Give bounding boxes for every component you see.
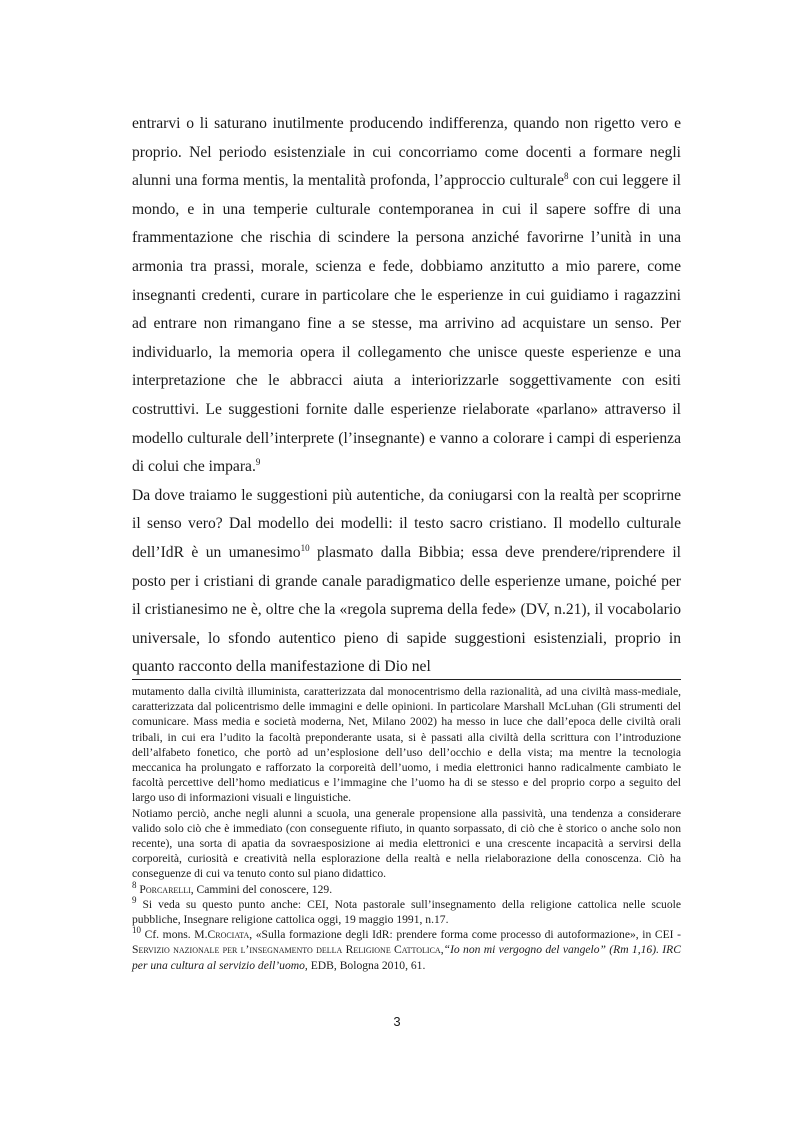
footnote-number: 10 xyxy=(132,925,141,936)
footnote-number: 8 xyxy=(132,879,137,890)
footnote-9: $^9$ Si veda su questo punto anche: CEI, Nota pastorale sull’insegnamento della religione cattolica nelle scuole pubbliche, Insegnare religione cattolica oggi, 19 maggio 1991, n.17. xyxy=(132,894,681,927)
footnote-8: $^8$ Porcarelli, Cammini del conoscere, 129. xyxy=(132,879,333,896)
paragraph: entrarvi o li saturano inutilmente producendo indifferenza, quando non rigetto vero e proprio. Nel periodo esistenziale in cui concorriamo come docenti a formare negli alunni una forma mentis, la mentalità profonda, l’approccio culturale$^8$ con cui leggere il mondo, e in una temperie culturale contemporanea in cui il sapere soffre di una frammentazione che rischia di scindere la persona anziché favorirne l’unità in una armonia tra prassi, morale, scienza e fede, dobbiamo anzitutto a mio parere, come insegnanti credenti, curare in particolare che le esperienze in cui guidiamo i ragazzini ad entrare non rimangano fine a se stesse, ma arrivino ad acquistare un senso. Per individuarlo, la memoria opera il collegamento che unisce queste esperienze e una interpretazione che le abbracci aiuta a interiorizzarle soggettivamente con esiti costruttivi. Le suggestioni fornite dalle esperienze rielaborate «parlano» attraverso il modello culturale dell’interprete (l’insegnante) e vanno a colorare i campi di esperienza di colui che impara.$^9$ xyxy=(132,115,681,476)
footnote-continuation: mutamento dalla civiltà illuminista, caratterizzata dal monocentrismo della razionalità, ad una civiltà mass-mediale, caratterizzata dal policentrismo delle immagini e delle opinioni. In particolare Marshall McLuhan (Gli strumenti del comunicare. Mass media e società moderna, Net, Milano 2002) ha messo in luce che dall’epoca delle civiltà orali tribali, in cui era l’udito la facoltà preponderante usata, si è passati alla civiltà della scrittura con l’introduzione dell’alfabeto fonetico, che portò ad un’esplosione dell’uso dell’occhio e della vista; ma mentre la tecnologia meccanica ha prolungato e rafforzato la corporeità dell’uomo, i media elettronici hanno radicalmente cambiato le facoltà percettive dell’homo mediaticus e l’immagine che l’uomo ha di se stesso e del proprio corpo a seguito del largo uso di informazioni visuali e linguistiche. xyxy=(132,685,681,805)
main-text xyxy=(132,110,681,682)
page-number: 3 xyxy=(393,1014,401,1029)
paragraph: Da dove traiamo le suggestioni più autentiche, da coniugarsi con la realtà per scoprirne il senso vero? Dal modello dei modelli: il testo sacro cristiano. Il modello culturale dell’IdR è un umanesimo$^{10}$ plasmato dalla Bibbia; essa deve prendere/riprendere il posto per i cristiani di grande canale paradigmatico delle esperienze umane, poiché per il cristianesimo ne è, oltre che la «regola suprema della fede» (DV, n.21), il vocabolario universale, lo sfondo autentico pieno di sapide suggestioni esistenziali, proprio in quanto racconto della manifestazione di Dio nel xyxy=(132,486,681,676)
footnote-continuation: Notiamo perciò, anche negli alunni a scuola, una generale propensione alla passività, una tendenza a considerare valido solo ciò che è immediato (con conseguente rifiuto, in quanto sorpassato, di ciò che è storico o anche solo non recente), una sorta di apatia da sovraesposizione ai media elettronici e una crescente incapacità a servirsi della corporeità, curiosità e creatività nella esplorazione della realtà e nella rielaborazione della conoscenza. Ciò ha conseguenze di cui va tenuto conto sul piano didattico. xyxy=(132,806,681,881)
footnote-separator xyxy=(132,679,681,680)
footnote-number: 9 xyxy=(132,894,137,905)
footnote-10: $^{10}$ Cf. mons. M.Crociata, «Sulla formazione degli IdR: prendere forma come processo di autoformazione», in CEI - Servizio nazionale per l’insegnamento della Religione Cattolica,“Io non mi vergogno del vangelo” (Rm 1,16). IRC per una cultura al servizio dell’uomo, EDB, Bologna 2010, 61. xyxy=(132,925,681,972)
footnote-institution: Servizio nazionale per l’insegnamento della Religione Cattolica xyxy=(132,943,441,957)
footnotes xyxy=(132,684,681,973)
footnote-title: “Io non mi vergogno del vangelo” (Rm 1,16). IRC per una cultura al servizio dell’uomo xyxy=(132,943,681,972)
footnote-author: Porcarelli xyxy=(139,882,191,896)
footnote-author: Crociata xyxy=(207,928,250,942)
footnote-ref[interactable]: 8 xyxy=(564,171,569,181)
footnote-ref[interactable]: 10 xyxy=(300,542,310,553)
footnote-ref[interactable]: 9 xyxy=(255,456,261,467)
